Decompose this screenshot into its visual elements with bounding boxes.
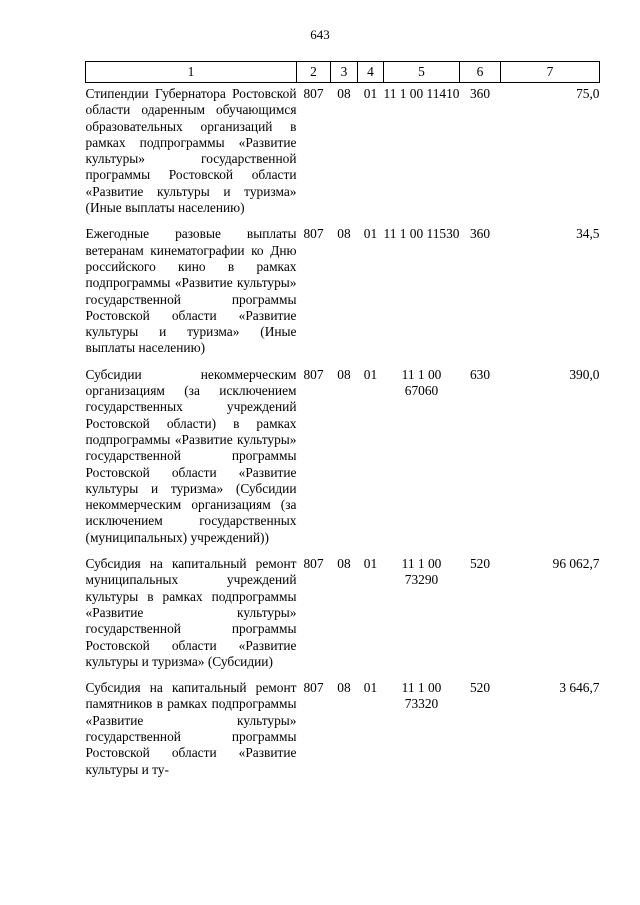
column-header: 7 — [501, 62, 600, 83]
expense-type-code: 630 — [469, 366, 491, 382]
table-header-row — [86, 62, 600, 83]
amount: 34,5 — [576, 226, 600, 242]
ministry-code: 807 — [303, 680, 324, 696]
column-header: 3 — [331, 62, 358, 83]
table-row — [86, 677, 600, 785]
section-code: 08 — [337, 680, 351, 696]
target-article-code: 11 1 00 11530 — [383, 226, 460, 242]
ministry-code: 807 — [303, 366, 324, 382]
section-code: 08 — [337, 86, 351, 101]
column-header: 4 — [358, 62, 384, 83]
subsection-code: 01 — [363, 86, 378, 101]
subsection-code: 01 — [363, 226, 378, 242]
amount: 75,0 — [576, 86, 600, 101]
amount: 390,0 — [569, 366, 600, 382]
expense-type-code: 520 — [469, 680, 491, 696]
amount: 3 646,7 — [559, 680, 600, 696]
column-header: 6 — [460, 62, 501, 83]
expense-description: Субсидия на капитальный ремонт муниципальных учреждений культуры в рамках подпрограммы «Развитие культуры» государственной программы Ростовской области «Развитие культуры и туризма» (Субсидии) — [85, 556, 297, 669]
table-row — [86, 83, 600, 224]
expense-type-code: 360 — [469, 226, 491, 242]
subsection-code: 01 — [363, 680, 378, 696]
ministry-code: 807 — [303, 226, 324, 242]
budget-table — [85, 61, 600, 785]
subsection-code: 01 — [363, 556, 378, 572]
section-code: 08 — [337, 226, 351, 242]
expense-description: Субсидии некоммерческим организациям (за исключением государственных учреждений Ростовской области) в рамках подпрограммы «Развитие культуры» государственной программы Ростовской области «Развитие культуры и туризма» (Субсидии некоммерческим организациям (за исключением государственных (муниципальных) учреждений)) — [85, 366, 297, 545]
ministry-code: 807 — [303, 556, 324, 572]
expense-type-code: 360 — [469, 86, 491, 101]
column-header: 1 — [86, 62, 297, 83]
target-article-code: 11 1 00 73290 — [401, 556, 442, 588]
target-article-code: 11 1 00 73320 — [401, 680, 442, 712]
amount: 96 062,7 — [552, 556, 600, 572]
table-row — [86, 223, 600, 363]
expense-description: Ежегодные разовые выплаты ветеранам кинематографии ко Дню российского кино в рамках подпрограммы «Развитие культуры» государственной программы Ростовской области «Развитие культуры и туризма» (Иные выплаты населению) — [85, 226, 297, 356]
expense-description: Субсидия на капитальный ремонт памятников в рамках подпрограммы «Развитие культуры» государственной программы Ростовской области «Развитие культуры и ту- — [85, 680, 297, 777]
section-code: 08 — [337, 366, 351, 382]
expense-description: Стипендии Губернатора Ростовской области одаренным обучающимся образовательных организаций в рамках подпрограммы «Развитие культуры» государственной программы Ростовской области «Развитие культуры и туризма» (Иные выплаты населению) — [85, 86, 297, 216]
table-row — [86, 553, 600, 677]
column-header: 2 — [297, 62, 331, 83]
ministry-code: 807 — [303, 86, 324, 101]
expense-type-code: 520 — [469, 556, 491, 572]
target-article-code: 11 1 00 67060 — [401, 366, 442, 399]
column-header: 5 — [384, 62, 460, 83]
target-article-code: 11 1 00 11410 — [383, 86, 460, 101]
section-code: 08 — [337, 556, 351, 572]
page-number: 643 — [310, 27, 330, 42]
subsection-code: 01 — [363, 366, 378, 382]
table-row — [86, 364, 600, 553]
